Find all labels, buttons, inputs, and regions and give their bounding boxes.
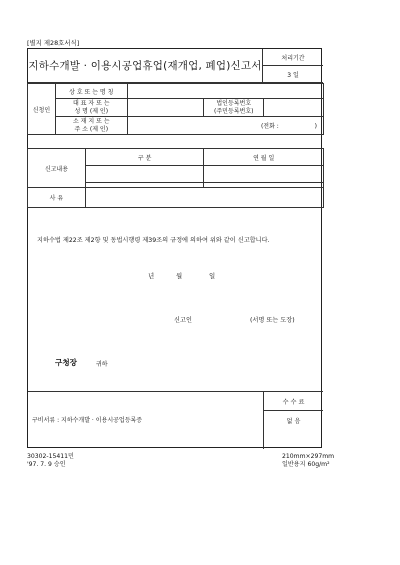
form-number: [별지 제28호서식] bbox=[27, 39, 80, 47]
fee-header: 수 수 료 bbox=[264, 392, 323, 411]
processing-period-box bbox=[263, 49, 323, 83]
address-label bbox=[55, 117, 127, 135]
trade-name-label: 상 호 또 는 명 칭 bbox=[55, 84, 127, 99]
report-type-header: 구 분 bbox=[85, 149, 204, 166]
fee-box bbox=[263, 391, 323, 449]
signer-label: 신고인 bbox=[174, 317, 192, 324]
declaration-statement: 지하수법 제22조 제2항 및 동법시행령 제39조의 규정에 의하여 위와 같이 신고합니다. bbox=[37, 237, 270, 244]
report-form bbox=[27, 48, 322, 448]
report-section-label: 신고내용 bbox=[28, 149, 86, 188]
office-name: 구청장 bbox=[55, 358, 78, 367]
form-code: 30302-15411민 bbox=[27, 453, 74, 460]
address-value[interactable] bbox=[127, 117, 323, 135]
representative-label-line1: 대 표 자 또 는 bbox=[72, 99, 110, 107]
processing-period-value: 3 일 bbox=[287, 71, 299, 79]
report-date-value[interactable] bbox=[204, 166, 324, 183]
trade-name-value[interactable] bbox=[127, 84, 323, 99]
representative-label-line2: 성 명 (제 인) bbox=[74, 107, 109, 115]
corp-number-label-line1: 법인등록번호 bbox=[216, 99, 252, 107]
representative-value[interactable] bbox=[127, 99, 204, 117]
approval-date: '97. 7. 9 승인 bbox=[27, 461, 66, 468]
address-label-line1: 소 재 지 또 는 bbox=[72, 117, 110, 125]
report-date-header: 연 월 일 bbox=[204, 149, 324, 166]
fee-value: 없 음 bbox=[286, 418, 301, 425]
paper-size: 210mm×297mm bbox=[282, 453, 335, 460]
footer-left bbox=[27, 453, 74, 469]
corp-number-label bbox=[204, 99, 264, 117]
applicant-section-label: 신청인 bbox=[28, 84, 56, 135]
corp-number-label-line2: (주민등록번호) bbox=[214, 107, 254, 115]
signer-sign-note: (서명 또는 도장) bbox=[250, 317, 295, 324]
required-documents: 구비서류 : 지하수개발 · 이용시공업등록증 bbox=[32, 417, 143, 424]
footer-right bbox=[282, 453, 334, 469]
report-type-value[interactable] bbox=[85, 166, 204, 183]
processing-period-header: 처리기간 bbox=[263, 49, 323, 66]
date-day: 일 bbox=[209, 272, 216, 280]
date-month: 월 bbox=[176, 272, 183, 280]
phone-close: ) bbox=[314, 123, 317, 130]
reason-value[interactable] bbox=[85, 188, 323, 208]
representative-label bbox=[55, 99, 127, 117]
phone-label: (전화 : bbox=[260, 123, 279, 130]
reason-label: 사 유 bbox=[28, 188, 86, 208]
paper-type: 일반용지 60g/m² bbox=[282, 461, 330, 468]
date-year: 년 bbox=[148, 272, 155, 280]
report-content-table bbox=[27, 148, 324, 208]
corp-number-value[interactable] bbox=[264, 99, 324, 117]
office-suffix: 귀하 bbox=[96, 361, 108, 368]
form-title: 지하수개발 · 이용시공업휴업(재개업, 폐업)신고서 bbox=[28, 49, 263, 83]
applicant-table bbox=[27, 83, 324, 135]
divider bbox=[28, 391, 263, 392]
address-label-line2: 주 소 (제 인) bbox=[74, 125, 109, 133]
